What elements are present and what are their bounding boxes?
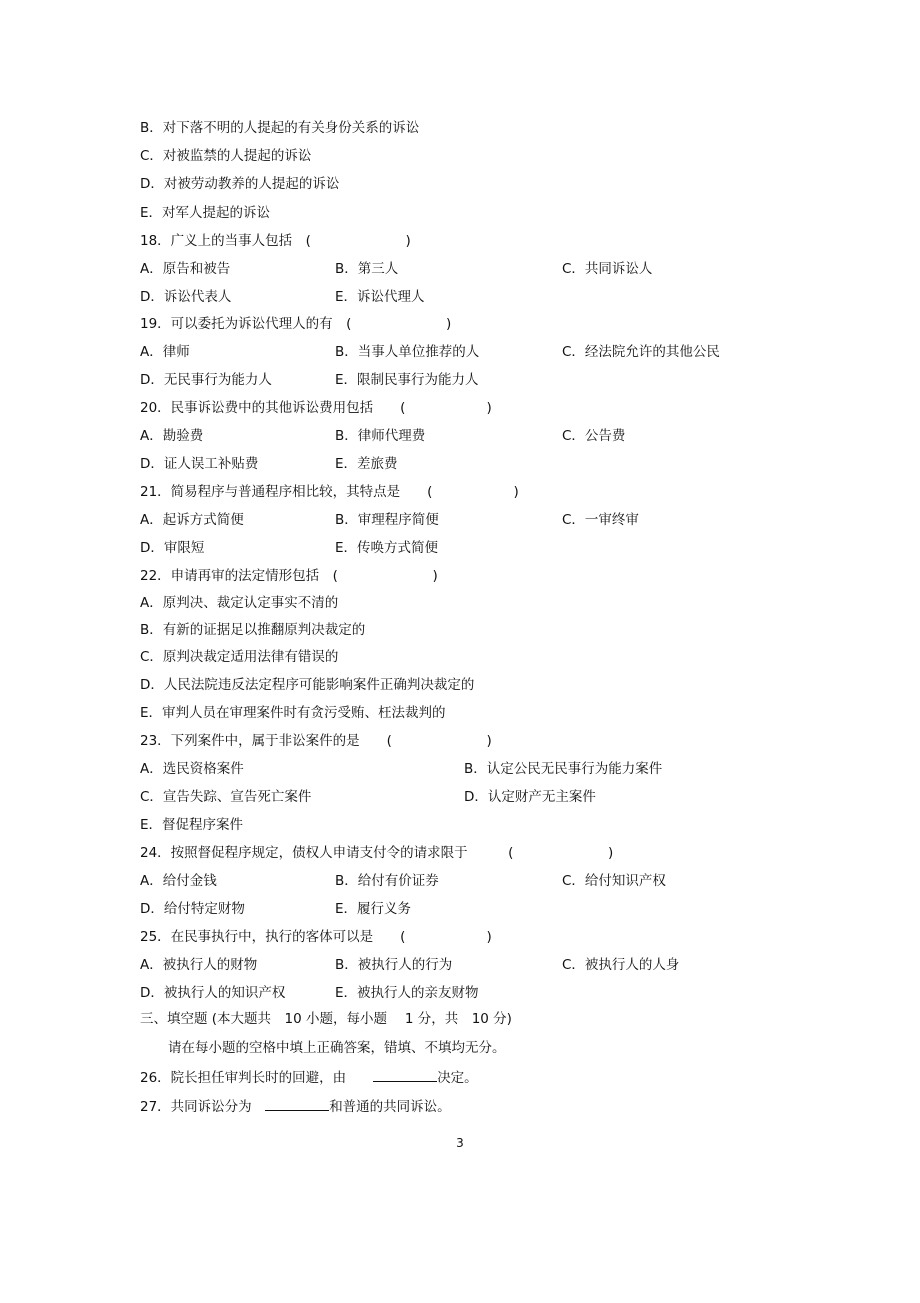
q25-option-b: B．被执行人的行为 xyxy=(335,957,453,973)
option-b-missing-person-suit: B．对下落不明的人提起的有关身份关系的诉讼 xyxy=(140,120,420,136)
q25-option-c: C．被执行人的人身 xyxy=(562,957,680,973)
question-23-stem: 23．下列案件中，属于非讼案件的是 ( ) xyxy=(140,733,492,749)
option-d-labor-reeducation-suit: D．对被劳动教养的人提起的诉讼 xyxy=(140,176,340,192)
question-18-stem: 18．广义上的当事人包括 ( ) xyxy=(140,233,411,249)
section-3-heading: 三、填空题 (本大题共 10 小题，每小题 1 分，共 10 分) xyxy=(140,1011,512,1027)
q22-option-d: D．人民法院违反法定程序可能影响案件正确判决裁定的 xyxy=(140,677,475,693)
q18-option-a: A．原告和被告 xyxy=(140,261,231,277)
q25-option-e: E．被执行人的亲友财物 xyxy=(335,985,479,1001)
question-21-stem: 21．简易程序与普通程序相比较，其特点是 ( ) xyxy=(140,484,519,500)
q21-option-e: E．传唤方式简便 xyxy=(335,540,439,556)
question-27 xyxy=(140,1097,451,1115)
q23-option-b: B．认定公民无民事行为能力案件 xyxy=(464,761,663,777)
q20-option-c: C．公告费 xyxy=(562,428,626,444)
q20-option-b: B．律师代理费 xyxy=(335,428,426,444)
option-e-military-suit: E．对军人提起的诉讼 xyxy=(140,205,271,221)
q24-option-d: D．给付特定财物 xyxy=(140,901,245,917)
q23-option-c: C．宣告失踪、宣告死亡案件 xyxy=(140,789,312,805)
q22-option-c: C．原判决裁定适用法律有错误的 xyxy=(140,649,339,665)
q21-option-d: D．审限短 xyxy=(140,540,205,556)
q25-option-a: A．被执行人的财物 xyxy=(140,957,258,973)
q26-text-before: 26．院长担任审判长时的回避，由 xyxy=(140,1070,374,1086)
q20-option-a: A．勘验费 xyxy=(140,428,204,444)
question-26 xyxy=(140,1068,478,1086)
q19-option-b: B．当事人单位推荐的人 xyxy=(335,344,480,360)
q27-answer-blank[interactable] xyxy=(265,1097,329,1111)
q20-option-e: E．差旅费 xyxy=(335,456,398,472)
question-24-stem: 24．按照督促程序规定，债权人申请支付令的请求限于 ( ) xyxy=(140,845,614,861)
q21-option-a: A．起诉方式简便 xyxy=(140,512,244,528)
page-number: 3 xyxy=(456,1136,464,1150)
q19-option-a: A．律师 xyxy=(140,344,190,360)
q24-option-b: B．给付有价证券 xyxy=(335,873,439,889)
q19-option-d: D．无民事行为能力人 xyxy=(140,372,272,388)
question-22-stem: 22．申请再审的法定情形包括 ( ) xyxy=(140,568,438,584)
q18-option-c: C．共同诉讼人 xyxy=(562,261,653,277)
q24-option-e: E．履行义务 xyxy=(335,901,412,917)
q25-option-d: D．被执行人的知识产权 xyxy=(140,985,286,1001)
q21-option-b: B．审理程序简便 xyxy=(335,512,439,528)
q24-option-c: C．给付知识产权 xyxy=(562,873,666,889)
question-19-stem: 19．可以委托为诉讼代理人的有 ( ) xyxy=(140,316,452,332)
q18-option-e: E．诉讼代理人 xyxy=(335,289,425,305)
q21-option-c: C．一审终审 xyxy=(562,512,639,528)
section-3-instruction: 请在每小题的空格中填上正确答案，错填、不填均无分。 xyxy=(168,1040,506,1056)
q26-text-after: 决定。 xyxy=(437,1070,478,1086)
q20-option-d: D．证人误工补贴费 xyxy=(140,456,259,472)
option-c-detained-person-suit: C．对被监禁的人提起的诉讼 xyxy=(140,148,312,164)
q27-text-before: 27．共同诉讼分为 xyxy=(140,1099,266,1115)
q22-option-b: B．有新的证据足以推翻原判决裁定的 xyxy=(140,622,366,638)
q23-option-a: A．选民资格案件 xyxy=(140,761,244,777)
q22-option-e: E．审判人员在审理案件时有贪污受贿、枉法裁判的 xyxy=(140,705,446,721)
question-25-stem: 25．在民事执行中，执行的客体可以是 ( ) xyxy=(140,929,492,945)
q23-option-d: D．认定财产无主案件 xyxy=(464,789,596,805)
question-20-stem: 20．民事诉讼费中的其他诉讼费用包括 ( ) xyxy=(140,400,492,416)
q19-option-e: E．限制民事行为能力人 xyxy=(335,372,479,388)
q23-option-e: E．督促程序案件 xyxy=(140,817,244,833)
q24-option-a: A．给付金钱 xyxy=(140,873,217,889)
q18-option-d: D．诉讼代表人 xyxy=(140,289,232,305)
q22-option-a: A．原判决、裁定认定事实不清的 xyxy=(140,595,339,611)
q26-answer-blank[interactable] xyxy=(373,1068,437,1082)
q19-option-c: C．经法院允许的其他公民 xyxy=(562,344,720,360)
q27-text-after: 和普通的共同诉讼。 xyxy=(329,1099,451,1115)
q18-option-b: B．第三人 xyxy=(335,261,399,277)
